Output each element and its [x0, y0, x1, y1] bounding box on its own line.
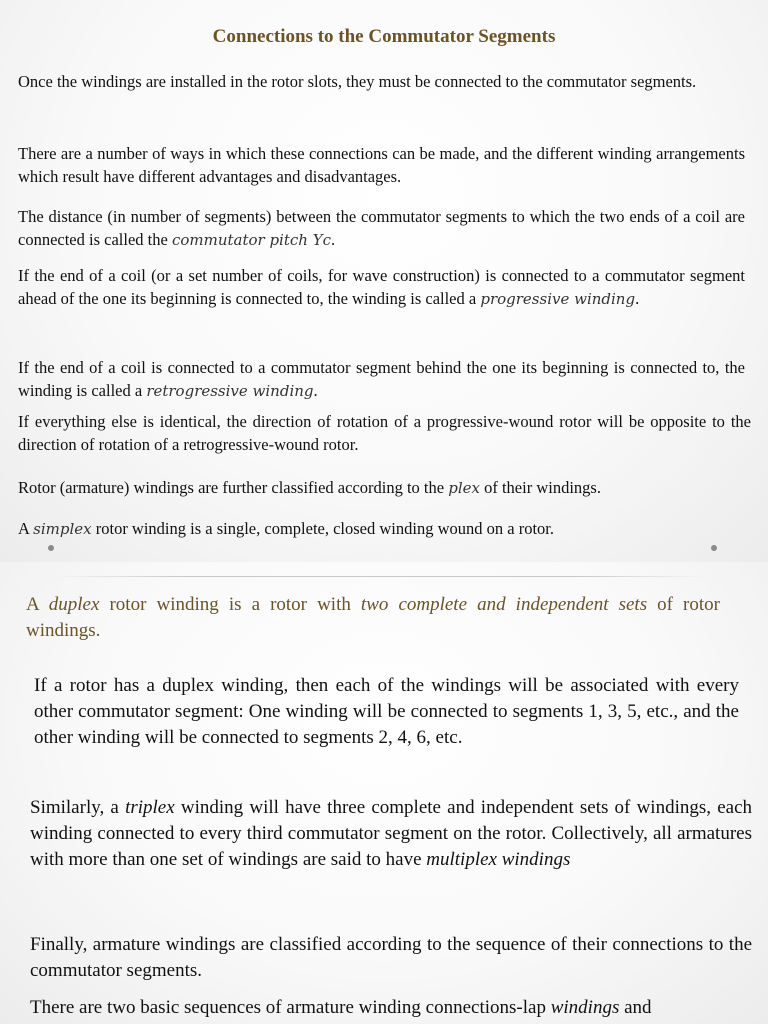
- text: The distance (in number of segments) between the commutator segments to which the two ends of a coil are connected is called the: [18, 207, 745, 249]
- slide-2: [0, 562, 768, 1024]
- paragraph-direction-of-rotation: If everything else is identical, the direction of rotation of a progressive-wound rotor will be opposite to the direction of rotation of a retrogressive-wound rotor.: [18, 412, 751, 454]
- term-commutator-pitch: commutator pitch Yc: [171, 230, 332, 249]
- term-two-sets: two complete and independent sets: [360, 594, 648, 615]
- term-progressive-winding: progressive winding: [480, 289, 636, 308]
- term-windings: windings: [550, 997, 620, 1018]
- term-simplex: simplex: [33, 520, 92, 538]
- paragraph-basic-sequences: [30, 995, 752, 1021]
- divider-line: [55, 576, 705, 577]
- text-end: .: [313, 380, 318, 400]
- term-multiplex-windings: multiplex windings: [426, 849, 571, 870]
- decorative-dot-left: [48, 545, 54, 551]
- text-mid: rotor winding is a rotor with: [99, 594, 361, 615]
- paragraph-connection-ways: There are a number of ways in which these connections can be made, and the different winding arrangements which result have different advantages and disadvantages.: [18, 144, 745, 186]
- paragraph-simplex: [18, 518, 745, 541]
- paragraph-progressive-winding: [18, 265, 745, 310]
- paragraph-triplex: [30, 795, 752, 873]
- paragraph-windings-installed: Once the windings are installed in the rotor slots, they must be connected to the commutator segments.: [18, 72, 697, 91]
- text-start: A: [26, 594, 49, 615]
- text-mid: winding will have three complete and independent sets of windings, each winding connected to every third commutator segment on the rotor. Collectively, all armatures with more than one set of windings are said to have: [30, 797, 753, 870]
- term-retrogressive-winding: retrogressive winding: [146, 381, 314, 400]
- text: If the end of a coil (or a set number of coils, for wave construction) is connected to a commutator segment ahead of the one its beginning is connected to, the winding is called a: [18, 266, 745, 308]
- text-end: .: [635, 288, 640, 308]
- term-triplex: triplex: [125, 797, 175, 818]
- text-start: There are two basic sequences of armature winding connections-lap: [30, 997, 551, 1018]
- text-start: Similarly, a: [30, 797, 126, 818]
- text-end: of their windings.: [479, 478, 601, 497]
- text-end: rotor winding is a single, complete, closed winding wound on a rotor.: [91, 519, 554, 538]
- term-plex: plex: [448, 479, 480, 497]
- paragraph-commutator-pitch: [18, 206, 745, 251]
- paragraph-duplex-segments: If a rotor has a duplex winding, then each of the windings will be associated with every other commutator segment: One winding will be connected to segments 1, 3, 5, etc., and the other winding will be connected to segments 2, 4, 6, etc.: [34, 675, 739, 748]
- text-start: A: [18, 519, 34, 538]
- text-end: of rotor windings.: [26, 594, 720, 641]
- paragraph-retrogressive-winding: [18, 357, 745, 402]
- paragraph-sequence: Finally, armature windings are classified according to the sequence of their connections to the commutator segments.: [30, 934, 752, 981]
- paragraph-plex-classification: [18, 477, 745, 500]
- paragraph-duplex: [26, 592, 720, 644]
- term-duplex: duplex: [48, 594, 100, 615]
- text: Rotor (armature) windings are further classified according to the: [18, 478, 449, 497]
- decorative-dot-right: [711, 545, 717, 551]
- slide-title: Connections to the Commutator Segments: [212, 26, 556, 47]
- text: If the end of a coil is connected to a commutator segment behind the one its beginning is connected to, the winding is called a: [18, 358, 745, 400]
- text-end: and: [619, 997, 652, 1018]
- text-end: .: [331, 229, 336, 249]
